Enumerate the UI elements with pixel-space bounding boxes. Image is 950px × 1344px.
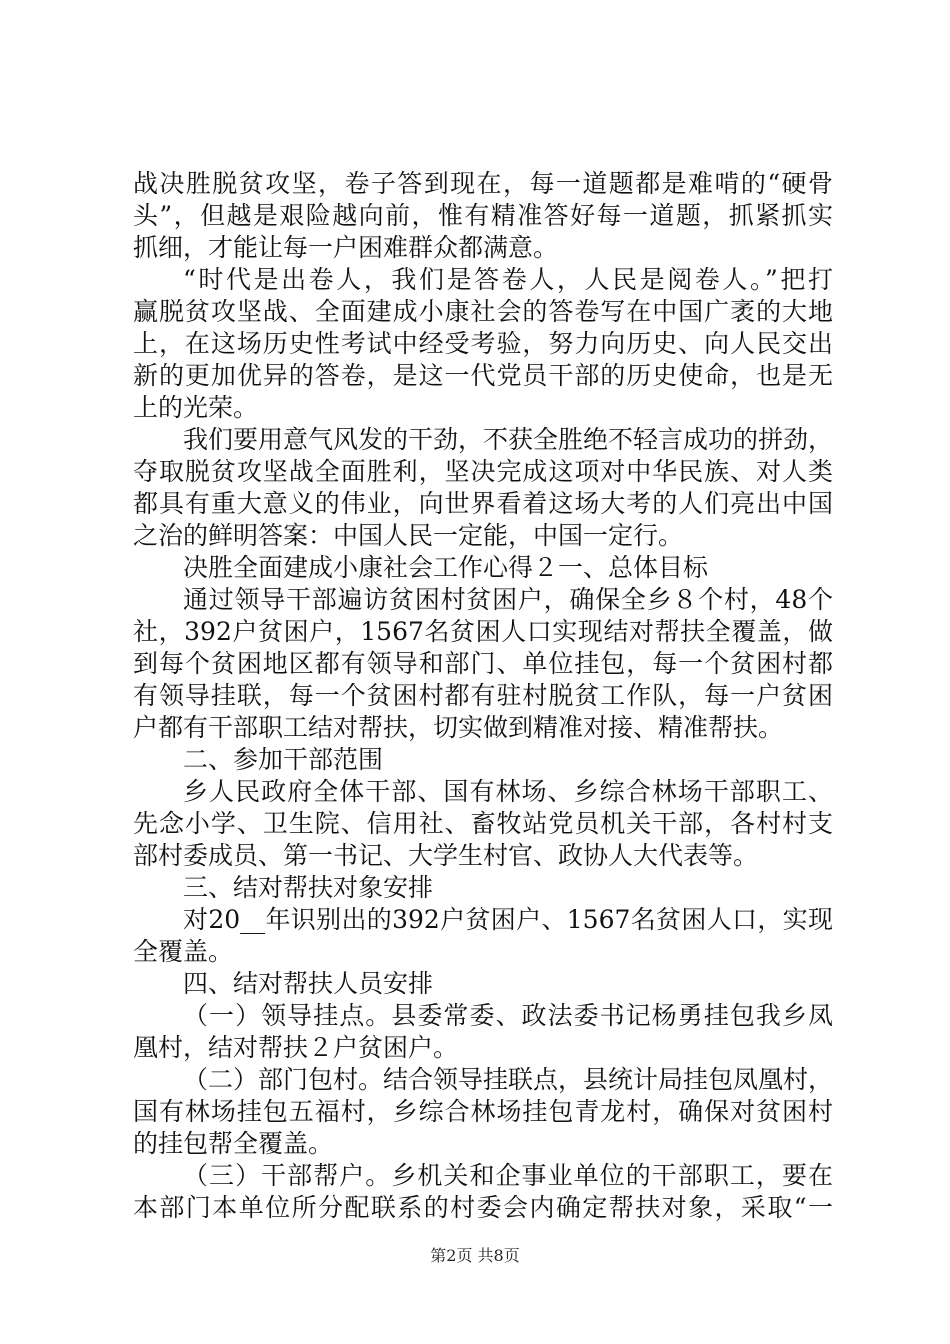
text-line: 新的更加优异的答卷，是这一代党员干部的历史使命，也是无 (133, 361, 833, 390)
text-line: （三）干部帮户。乡机关和企事业单位的干部职工，要在 (183, 1161, 833, 1190)
text-line: 对20__年识别出的392户贫困户、1567名贫困人口，实现 (183, 905, 833, 934)
text-line: 夺取脱贫攻坚战全面胜利，坚决完成这项对中华民族、对人类 (133, 457, 833, 486)
text-line: 全覆盖。 (133, 937, 234, 966)
text-line: （二）部门包村。结合领导挂联点，县统计局挂包凤凰村， (183, 1065, 834, 1094)
page-footer (0, 1246, 950, 1266)
text-line: 头”，但越是艰险越向前，惟有精准答好每一道题，抓紧抓实 (133, 201, 833, 230)
text-line: 到每个贫困地区都有领导和部门、单位挂包，每一个贫困村都 (133, 649, 833, 678)
text-line: 战决胜脱贫攻坚，卷子答到现在，每一道题都是难啃的“硬骨 (133, 169, 833, 198)
text-line: 抓细，才能让每一户困难群众都满意。 (133, 233, 559, 262)
section-heading: 四、结对帮扶人员安排 (183, 969, 434, 998)
body-text (133, 168, 833, 1224)
text-line: “时代是出卷人，我们是答卷人，人民是阅卷人。”把打 (183, 265, 833, 294)
page-number: 第2页 共8页 (430, 1246, 520, 1265)
text-line: 通过领导干部遍访贫困村贫困户，确保全乡８个村，48个 (183, 585, 833, 614)
text-line: 赢脱贫攻坚战、全面建成小康社会的答卷写在中国广袤的大地 (133, 297, 833, 326)
section-heading: 决胜全面建成小康社会工作心得２一、总体目标 (183, 553, 709, 582)
text-line: 上的光荣。 (133, 393, 259, 422)
text-line: 之治的鲜明答案：中国人民一定能，中国一定行。 (133, 521, 684, 550)
text-line: （一）领导挂点。县委常委、政法委书记杨勇挂包我乡凤 (183, 1001, 833, 1030)
text-line: 我们要用意气风发的干劲，不获全胜绝不轻言成功的拼劲， (183, 425, 834, 454)
text-line: 有领导挂联，每一个贫困村都有驻村脱贫工作队，每一户贫困 (133, 681, 833, 710)
text-line: 国有林场挂包五福村，乡综合林场挂包青龙村，确保对贫困村 (133, 1097, 833, 1126)
text-line: 部村委成员、第一书记、大学生村官、政协人大代表等。 (133, 841, 759, 870)
text-line: 的挂包帮全覆盖。 (133, 1129, 334, 1158)
text-line: 都具有重大意义的伟业，向世界看着这场大考的人们亮出中国 (133, 489, 833, 518)
text-line: 社，392户贫困户，1567名贫困人口实现结对帮扶全覆盖，做 (133, 617, 833, 646)
text-line: 上，在这场历史性考试中经受考验，努力向历史、向人民交出 (133, 329, 833, 358)
section-heading: 二、参加干部范围 (183, 745, 384, 774)
section-heading: 三、结对帮扶对象安排 (183, 873, 434, 902)
text-line: 凰村，结对帮扶２户贫困户。 (133, 1033, 459, 1062)
text-line: 本部门本单位所分配联系的村委会内确定帮扶对象，采取“一 (133, 1193, 833, 1222)
text-line: 乡人民政府全体干部、国有林场、乡综合林场干部职工、 (183, 777, 833, 806)
text-line: 先念小学、卫生院、信用社、畜牧站党员机关干部，各村村支 (133, 809, 833, 838)
text-line: 户都有干部职工结对帮扶，切实做到精准对接、精准帮扶。 (133, 713, 784, 742)
